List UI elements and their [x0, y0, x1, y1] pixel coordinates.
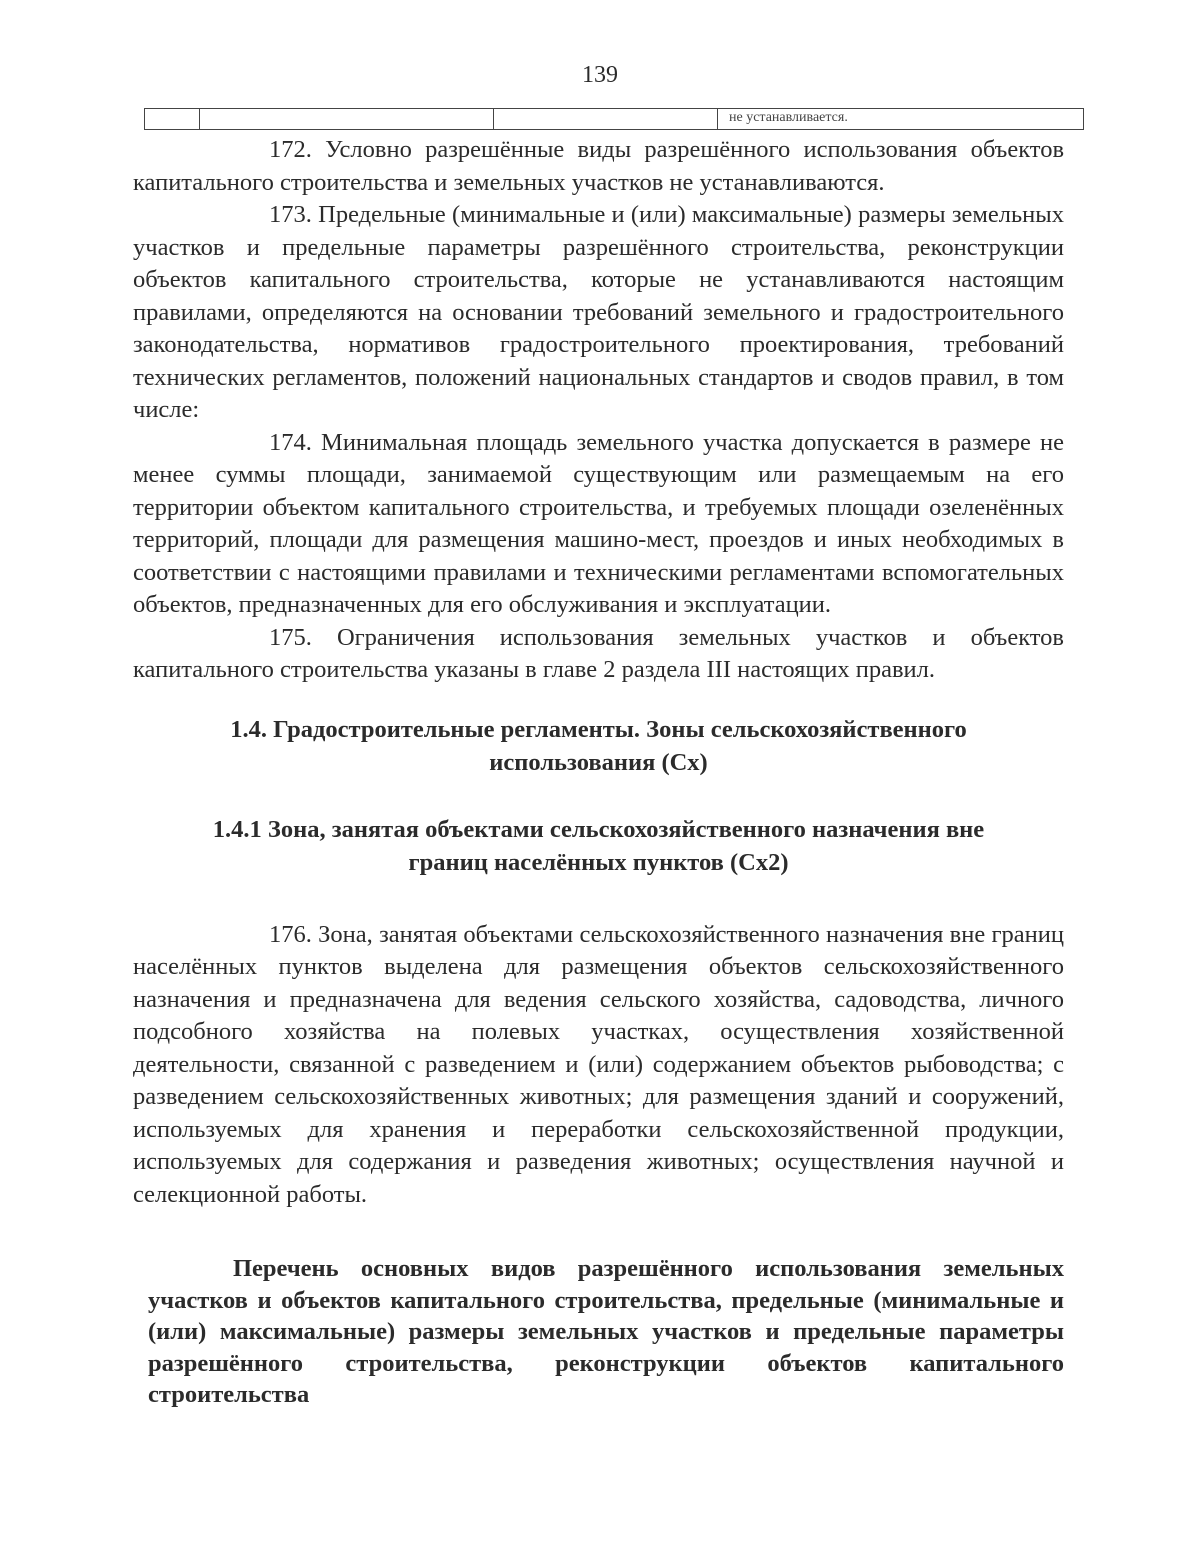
table-cell-divider — [717, 109, 718, 129]
table-cell-text: не устанавливается. — [729, 110, 848, 125]
subsection-heading-line-2: границ населённых пунктов (Сх2) — [408, 848, 789, 876]
table-cell-divider — [493, 109, 494, 129]
paragraph-173 — [133, 199, 1064, 427]
page-number: 139 — [582, 62, 618, 88]
section-heading-line-1: 1.4. Градостроительные регламенты. Зоны сельскохозяйственного — [230, 715, 967, 743]
paragraph-number: 172. — [269, 136, 312, 163]
paragraph-text: Ограничения использования земельных участков и объектов капитального строительства указаны в главе 2 раздела III настоящих правил. — [133, 623, 1065, 683]
paragraph-176 — [133, 919, 1064, 1212]
section-heading — [133, 713, 1064, 779]
paragraph-text: Зона, занятая объектами сельскохозяйственного назначения вне границ населённых пунктов выделена для размещения объектов сельскохозяйственного назначения и предназначена для ведения сельского хозяйства, садоводства, личного подсобного хозяйства на полевых участках, осуществления хозяйственной деятельности, связанной с разведением и (или) содержанием объектов рыбоводства; с разведением сельскохозяйственных животных; для размещения зданий и сооружений, используемых для хранения и переработки сельскохозяйственной продукции, используемых для содержания и разведения животных; осуществления научной и селекционной работы. — [133, 920, 1064, 1208]
table-cell-divider — [199, 109, 200, 129]
list-title: Перечень основных видов разрешённого использования земельных участков и объектов капитального строительства, предельные (минимальные и (или) максимальные) размеры земельных участков и предельные параметры разрешённого строительства, реконструкции объектов капитального строительства — [148, 1255, 1064, 1408]
paragraph-175 — [133, 622, 1064, 687]
paragraph-number: 175. — [269, 623, 312, 651]
paragraph-number: 174. — [269, 428, 312, 456]
document-body — [133, 134, 1064, 1411]
subsection-heading-line-1: 1.4.1 Зона, занятая объектами сельскохозяйственного назначения вне — [212, 815, 985, 843]
paragraph-text: Минимальная площадь земельного участка допускается в размере не менее суммы площади, занимаемой существующим или размещаемым на его территории объектом капитального строительства, и требуемых площади озеленённых территорий, площади для размещения машино-мест, проездов и иных необходимых в соответствии с настоящими правилами и техническими регламентами вспомогательных объектов, предназначенных для его обслуживания и эксплуатации. — [133, 428, 1064, 618]
paragraph-172 — [133, 134, 1064, 199]
section-heading-line-2: использования (Сх) — [489, 748, 708, 776]
paragraph-174 — [133, 427, 1064, 622]
table-fragment — [144, 108, 1084, 130]
paragraph-text: Условно разрешённые виды разрешённого использования объектов капитального строительства и земельных участков не устанавливаются. — [133, 136, 1065, 196]
paragraph-number: 176. — [269, 920, 312, 948]
subsection-heading — [133, 813, 1064, 879]
paragraph-text: Предельные (минимальные и (или) максимальные) размеры земельных участков и предельные параметры разрешённого строительства, реконструкции объектов капитального строительства, которые не устанавливаются настоящим правилами, определяются на основании требований земельного и градостроительного законодательства, нормативов градостроительного проектирования, требований технических регламентов, положений национальных стандартов и сводов правил, в том числе: — [133, 201, 1065, 423]
paragraph-number: 173. — [269, 201, 312, 228]
